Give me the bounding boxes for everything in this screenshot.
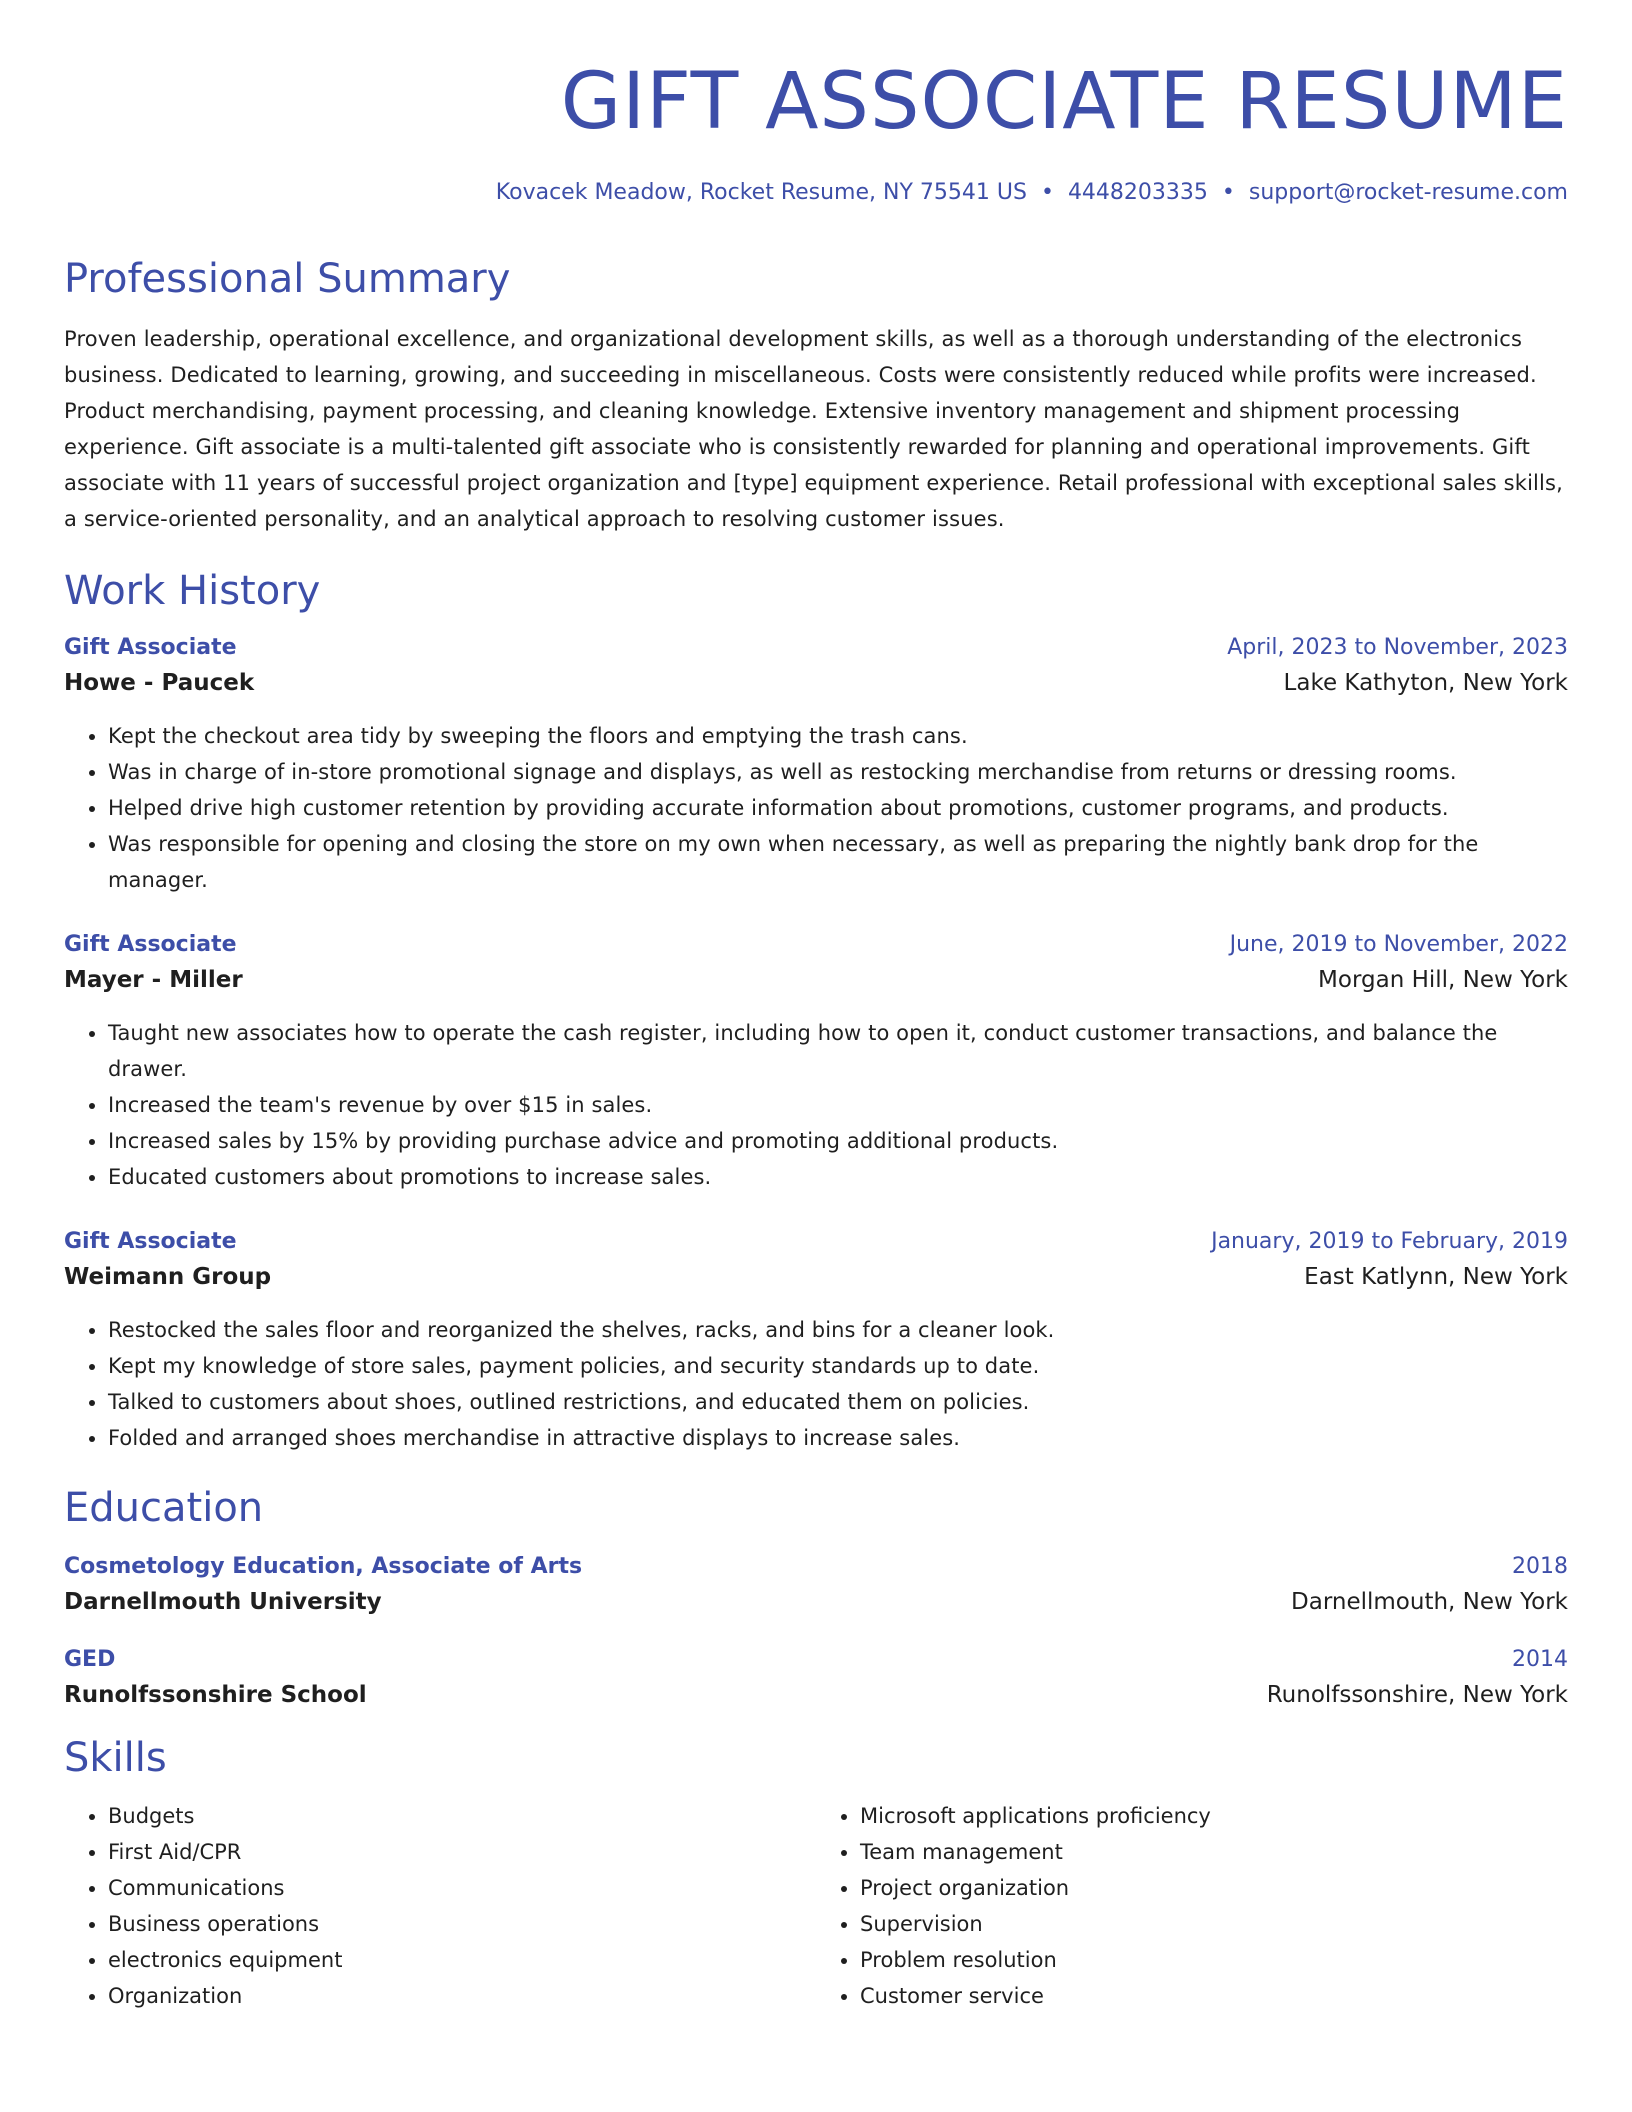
work-entry [64,635,1568,898]
contact-separator: • [1040,179,1054,205]
job-bullets [64,1312,1568,1456]
degree-name: Cosmetology Education, Associate of Arts [64,1553,583,1579]
skill-item: • Business operations [108,1906,816,1942]
job-title: Gift Associate [64,931,237,957]
skills-section [64,1734,1568,2014]
job-bullet: • Talked to customers about shoes, outlined restrictions, and educated them on policies. [108,1384,1568,1420]
education-entry [64,1647,1568,1708]
resume-title: GIFT ASSOCIATE RESUME [560,57,1568,147]
skill-item: • Microsoft applications proficiency [860,1798,1568,1834]
job-location: Morgan Hill, New York [1318,966,1568,993]
skill-item: • Project organization [860,1870,1568,1906]
work-history-heading: Work History [64,567,321,614]
job-bullet: • Educated customers about promotions to increase sales. [108,1159,1568,1195]
contact-address: Kovacek Meadow, Rocket Resume, NY 75541 US [495,179,1027,205]
job-bullet: • Taught new associates how to operate the cash register, including how to open it, conduct customer transactions, and balance the drawer. [108,1015,1568,1087]
contact-line [64,180,1568,205]
job-bullet: • Increased sales by 15% by providing purchase advice and promoting additional products. [108,1123,1568,1159]
job-bullet: • Was in charge of in-store promotional signage and displays, as well as restocking merchandise from returns or dressing rooms. [108,754,1568,790]
job-bullet: • Folded and arranged shoes merchandise in attractive displays to increase sales. [108,1420,1568,1456]
skill-item: • Supervision [860,1906,1568,1942]
school-location: Runolfssonshire, New York [1266,1681,1568,1708]
job-title: Gift Associate [64,634,237,660]
job-bullets [64,718,1568,898]
work-entry [64,932,1568,1195]
summary-text: Proven leadership, operational excellence, and organizational development skills, as well as a thorough understanding of the electronics business. Dedicated to learning, growing, and succeeding in miscellaneous. Costs were consistently reduced while profits were increased. Product merchandising, payment processing, and cleaning knowledge. Extensive inventory management and shipment processing experience. Gift associate is a multi-talented gift associate who is consistently rewarded for planning and operational improvements. Gift associate with 11 years of successful project organization and [type] equipment experience. Retail professional with exceptional sales skills, a service-oriented personality, and an analytical approach to resolving customer issues. [64,326,1563,531]
job-location: East Katlynn, New York [1304,1263,1568,1290]
job-bullets [64,1015,1568,1195]
job-bullet: • Increased the team's revenue by over $15 in sales. [108,1087,1568,1123]
school-location: Darnellmouth, New York [1291,1588,1568,1615]
job-dates: June, 2019 to November, 2022 [1229,931,1568,957]
skills-grid [64,1798,1568,2014]
skill-item: • Organization [108,1978,816,2014]
job-bullet: • Helped drive high customer retention by providing accurate information about promotions, customer programs, and products. [108,790,1568,826]
education-section [64,1484,1568,1708]
company-name: Howe - Paucek [64,669,255,696]
job-location: Lake Kathyton, New York [1283,669,1568,696]
summary-heading: Professional Summary [64,255,511,302]
skill-item: • electronics equipment [108,1942,816,1978]
school-name: Runolfssonshire School [64,1681,367,1708]
skill-item: • Team management [860,1834,1568,1870]
job-bullet: • Kept the checkout area tidy by sweeping the floors and emptying the trash cans. [108,718,1568,754]
work-history-section [64,567,1568,1456]
job-bullet: • Restocked the sales floor and reorganized the shelves, racks, and bins for a cleaner look. [108,1312,1568,1348]
job-bullet: • Kept my knowledge of store sales, payment policies, and security standards up to date. [108,1348,1568,1384]
job-dates: April, 2023 to November, 2023 [1227,634,1568,660]
contact-email: support@rocket-resume.com [1248,179,1568,205]
graduation-year: 2014 [1512,1646,1568,1672]
skills-column-right [816,1798,1568,2014]
contact-phone: 4448203335 [1067,179,1208,205]
skill-item: • Communications [108,1870,816,1906]
work-entry [64,1229,1568,1456]
job-title: Gift Associate [64,1228,237,1254]
degree-name: GED [64,1646,116,1672]
skill-item: • Problem resolution [860,1942,1568,1978]
contact-separator: • [1221,179,1235,205]
skills-column-left [64,1798,816,2014]
skills-heading: Skills [64,1734,167,1781]
resume-header [64,57,1568,205]
education-heading: Education [64,1484,264,1531]
skill-item: • Budgets [108,1798,816,1834]
skill-item: • Customer service [860,1978,1568,2014]
job-dates: January, 2019 to February, 2019 [1211,1228,1568,1254]
summary-section [64,255,1568,537]
company-name: Mayer - Miller [64,966,243,993]
graduation-year: 2018 [1512,1553,1568,1579]
company-name: Weimann Group [64,1263,272,1290]
skill-item: • First Aid/CPR [108,1834,816,1870]
education-entry [64,1554,1568,1615]
school-name: Darnellmouth University [64,1588,382,1615]
job-bullet: • Was responsible for opening and closing the store on my own when necessary, as well as preparing the nightly bank drop for the manager. [108,826,1568,898]
